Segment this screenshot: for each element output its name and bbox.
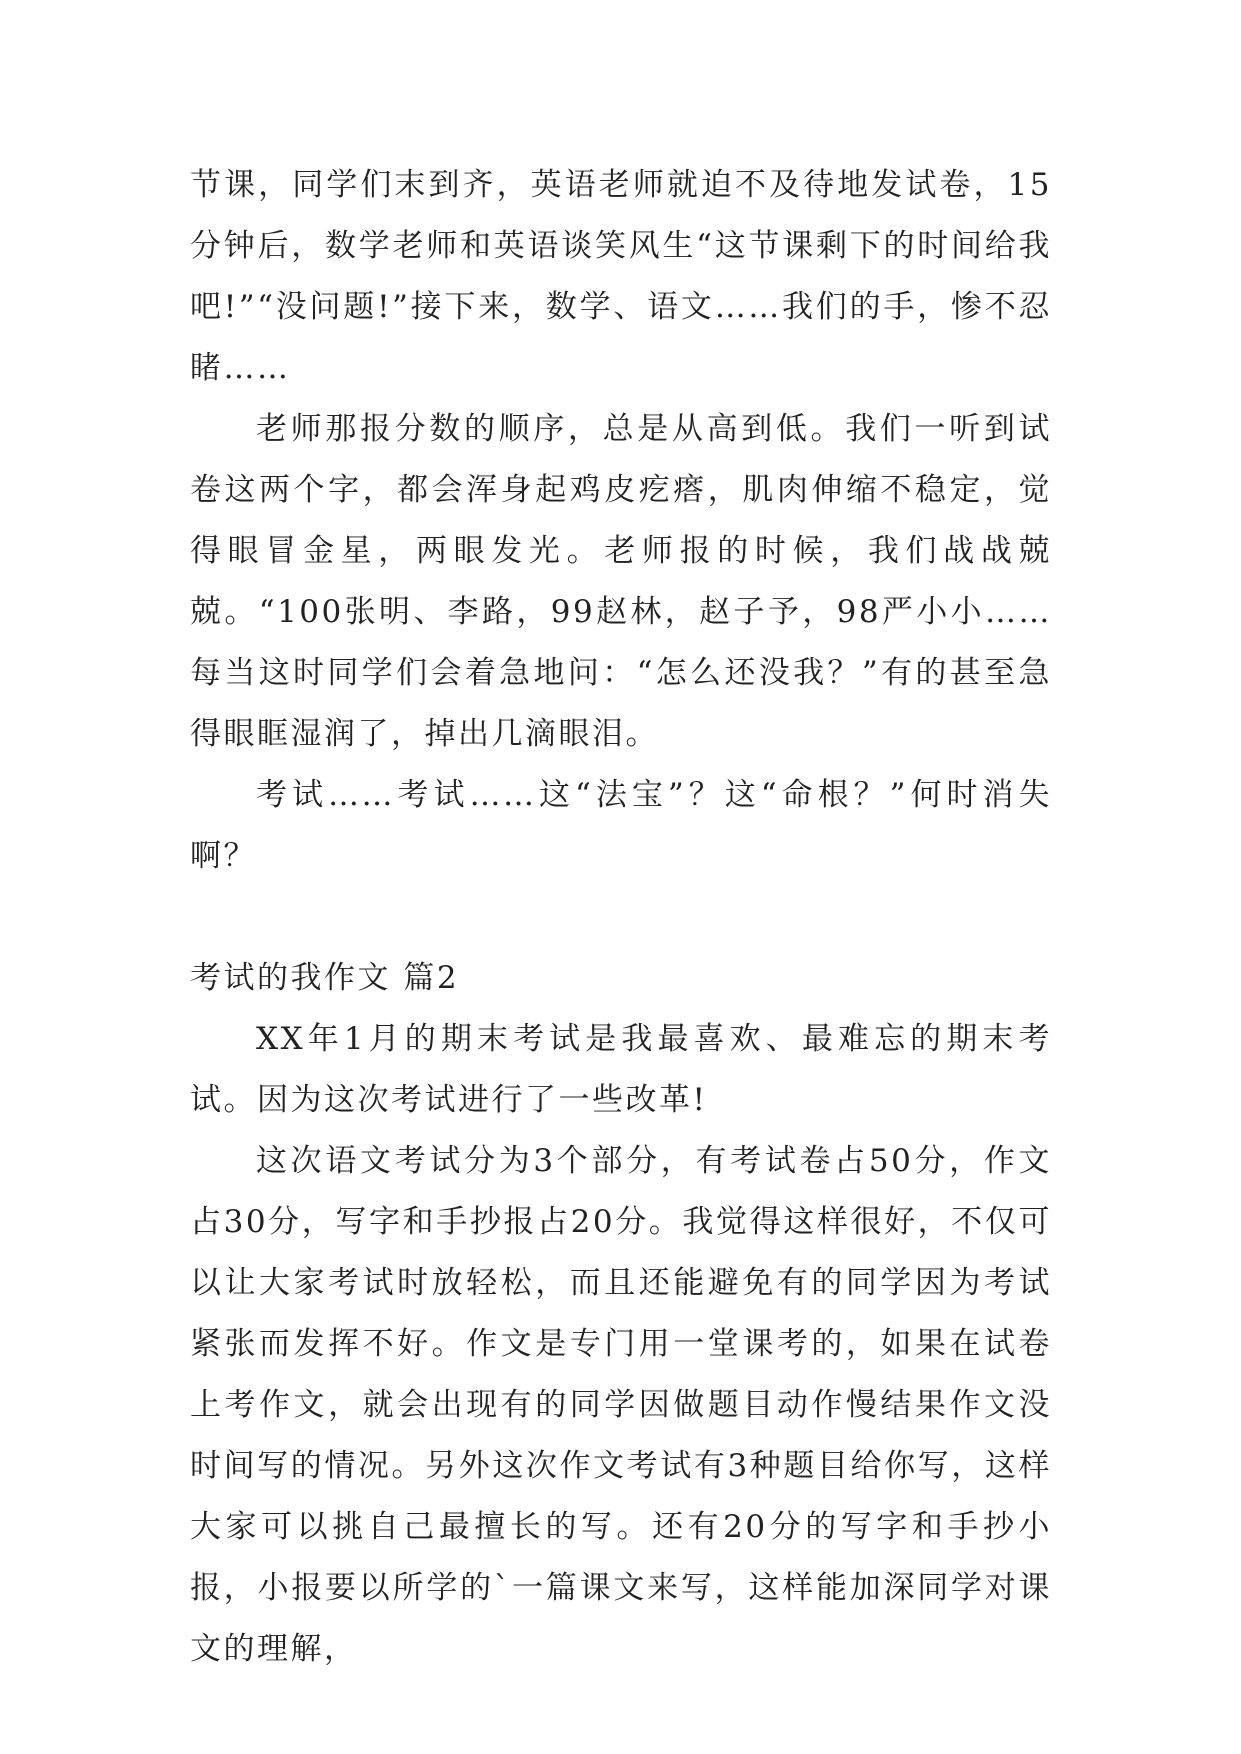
document-body <box>190 155 1052 1680</box>
paragraph-continuation: 节课，同学们末到齐，英语老师就迫不及待地发试卷，15分钟后，数学老师和英语谈笑风生“这节课剩下的时间给我吧!”“没问题!”接下来，数学、语文……我们的手，惨不忍睹…… <box>190 167 1052 386</box>
paragraph-score-order: 老师那报分数的顺序，总是从高到低。我们一听到试卷这两个字，都会浑身起鸡皮疙瘩，肌肉伸缩不稳定，觉得眼冒金星，两眼发光。老师报的时候，我们战战兢兢。“100张明、李路，99赵林，赵子予，98严小小……每当这时同学们会着急地问：“怎么还没我？”有的甚至急得眼眶湿润了，掉出几滴眼泪。 <box>190 411 1052 752</box>
paragraph-exam-question: 考试……考试……这“法宝”？这“命根？”何时消失啊？ <box>190 777 1052 874</box>
paragraph-exam-parts: 这次语文考试分为3个部分，有考试卷占50分，作文占30分，写字和手抄报占20分。我觉得这样很好，不仅可以让大家考试时放轻松，而且还能避免有的同学因为考试紧张而发挥不好。作文是专门用一堂课考的，如果在试卷上考作文，就会出现有的同学因做题目动作慢结果作文没时间写的情况。另外这次作文考试有3种题目给你写，这样大家可以挑自己最擅长的写。还有20分的写字和手抄小报，小报要以所学的`一篇课文来写，这样能加深同学对课文的理解， <box>190 1143 1052 1667</box>
section-spacer <box>190 887 1052 948</box>
paragraph-final-exam: XX年1月的期末考试是我最喜欢、最难忘的期末考试。因为这次考试进行了一些改革! <box>190 1021 1052 1118</box>
section-heading: 考试的我作文 篇2 <box>190 960 460 996</box>
